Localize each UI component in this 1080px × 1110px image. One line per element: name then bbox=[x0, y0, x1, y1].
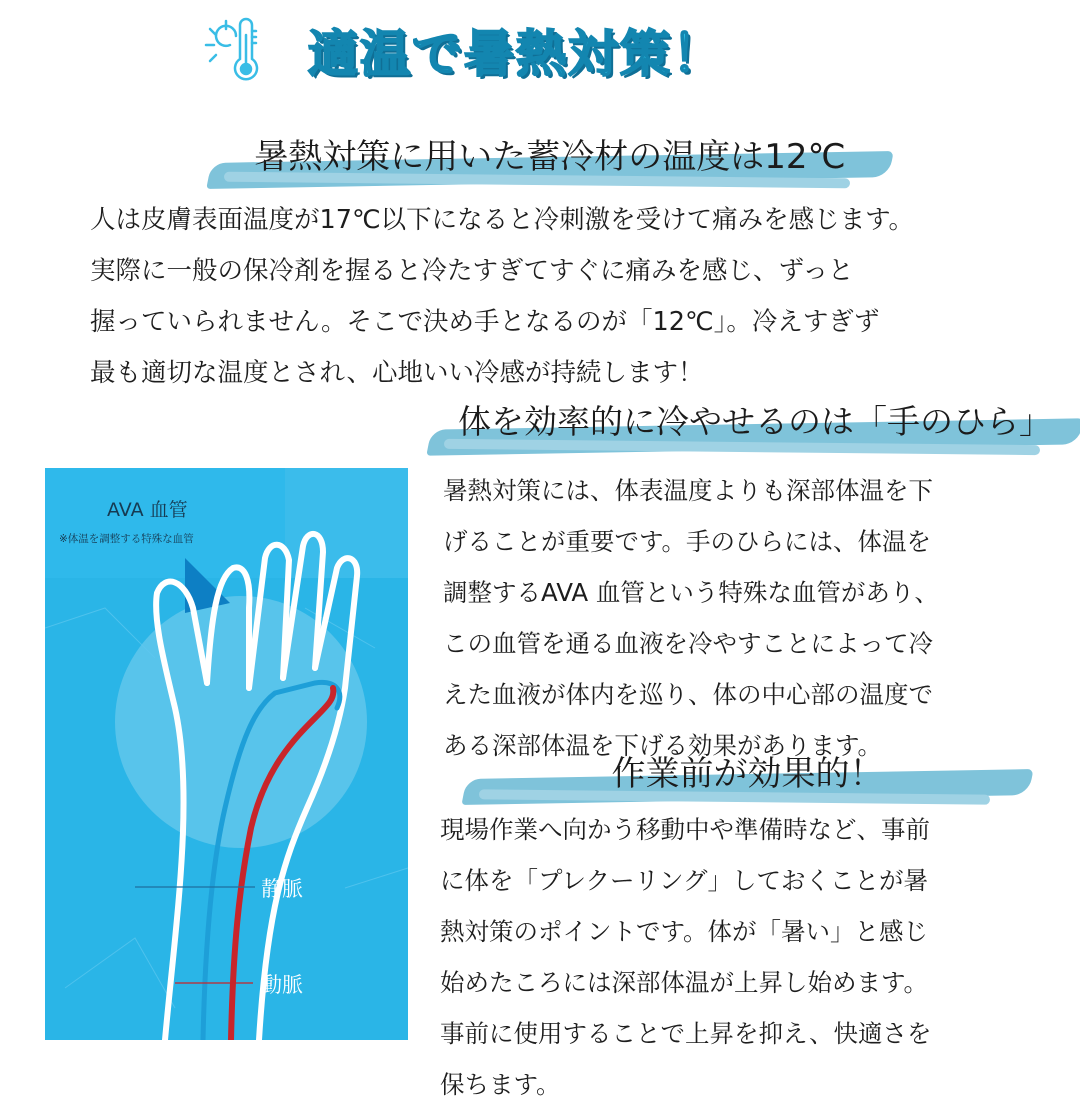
paragraph-line: げることが重要です。手のひらには、体温を bbox=[443, 527, 932, 556]
paragraph-line: 暑熱対策には、体表温度よりも深部体温を下 bbox=[443, 476, 933, 505]
paragraph-line: ある深部体温を下げる効果があります。 bbox=[443, 731, 883, 760]
palm-paragraph bbox=[443, 465, 939, 771]
thermometer-icon bbox=[200, 15, 270, 85]
paragraph-line: 握っていられません。そこで決め手となるのが「12℃」。冷えすぎず bbox=[90, 307, 880, 337]
paragraph-line: えた血液が体内を巡り、体の中心部の温度で bbox=[443, 680, 933, 709]
paragraph-line: 保ちます。 bbox=[440, 1070, 561, 1099]
section-heading-label: 暑熱対策に用いた蓄冷材の温度は12℃ bbox=[254, 137, 846, 177]
section-heading-temperature bbox=[210, 125, 890, 185]
temperature-paragraph bbox=[90, 195, 914, 399]
section-heading-label: 作業前が効果的！ bbox=[611, 754, 884, 794]
section-heading-label: 体を効率的に冷やせるのは「手のひら」 bbox=[458, 402, 1052, 441]
artery-label: 動脈 bbox=[261, 973, 303, 997]
paragraph-line: 熱対策のポイントです。体が「暑い」と感じ bbox=[440, 917, 929, 946]
paragraph-line: に体を「プレクーリング」しておくことが暑 bbox=[440, 866, 929, 895]
paragraph-line: 現場作業へ向かう移動中や準備時など、事前 bbox=[440, 815, 930, 844]
page-title: 適温で暑熱対策！ bbox=[308, 25, 724, 83]
ava-illustration bbox=[45, 468, 408, 1040]
vein-label: 静脈 bbox=[261, 877, 303, 901]
section-heading-palm bbox=[430, 392, 1080, 452]
section-heading-timing bbox=[465, 742, 1030, 802]
paragraph-line: 実際に一般の保冷剤を握ると冷たすぎてすぐに痛みを感じ、ずっと bbox=[90, 256, 854, 286]
paragraph-line: この血管を通る血液を冷やすことによって冷 bbox=[443, 629, 933, 658]
ava-title: AVA 血管 bbox=[107, 499, 188, 521]
timing-paragraph bbox=[440, 804, 931, 1110]
paragraph-line: 事前に使用することで上昇を抑え、快適さを bbox=[440, 1019, 932, 1048]
paragraph-line: 始めたころには深部体温が上昇し始めます。 bbox=[440, 968, 929, 997]
paragraph-line: 調整するAVA 血管という特殊な血管があり、 bbox=[443, 578, 939, 607]
paragraph-line: 人は皮膚表面温度が17℃以下になると冷刺激を受けて痛みを感じます。 bbox=[90, 205, 915, 235]
paragraph-line: 最も適切な温度とされ、心地いい冷感が持続します！ bbox=[90, 358, 704, 388]
page-header bbox=[200, 10, 724, 90]
ava-subtitle: ※体温を調整する特殊な血管 bbox=[59, 533, 194, 545]
